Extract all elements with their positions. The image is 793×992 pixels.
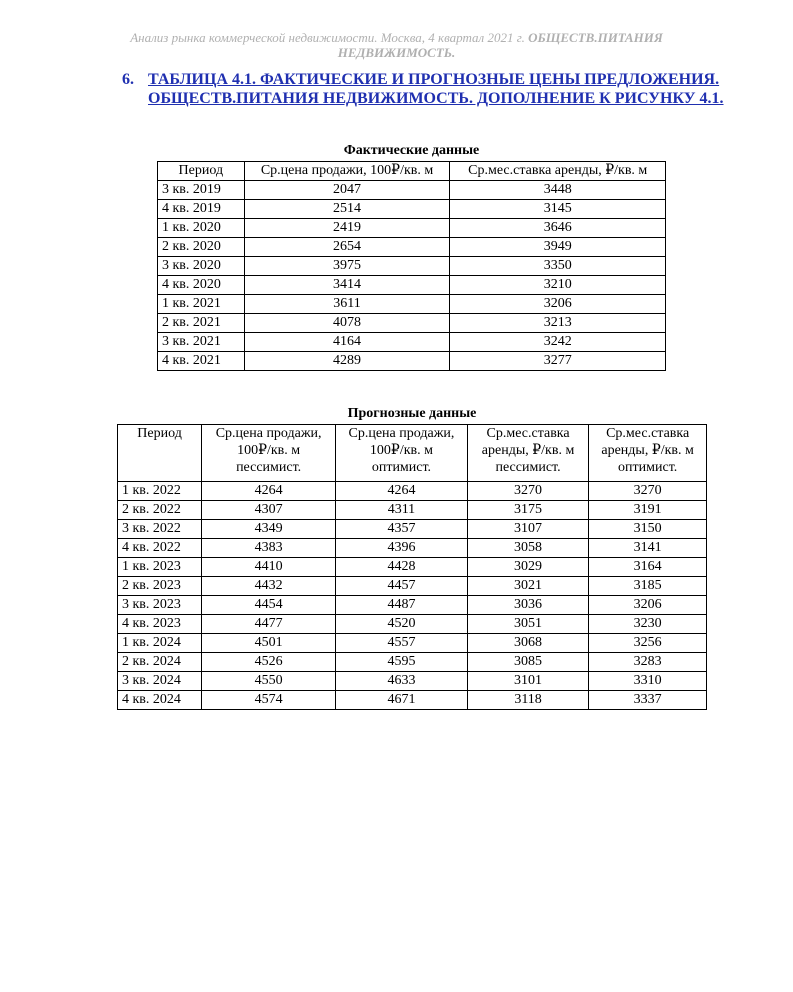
value-cell: 4264 bbox=[202, 482, 336, 501]
value-cell: 3337 bbox=[589, 691, 707, 710]
column-header: Ср.цена продажи, 100₽/кв. м оптимист. bbox=[336, 425, 468, 482]
value-cell: 4526 bbox=[202, 653, 336, 672]
value-cell: 3277 bbox=[450, 352, 666, 371]
period-cell: 2 кв. 2021 bbox=[158, 314, 245, 333]
period-cell: 4 кв. 2019 bbox=[158, 200, 245, 219]
value-cell: 3021 bbox=[467, 577, 588, 596]
value-cell: 3107 bbox=[467, 520, 588, 539]
column-header: Период bbox=[118, 425, 202, 482]
period-cell: 3 кв. 2020 bbox=[158, 257, 245, 276]
period-cell: 4 кв. 2020 bbox=[158, 276, 245, 295]
column-header: Период bbox=[158, 162, 245, 181]
period-cell: 2 кв. 2023 bbox=[118, 577, 202, 596]
value-cell: 3175 bbox=[467, 501, 588, 520]
table-row bbox=[158, 257, 666, 276]
value-cell: 4357 bbox=[336, 520, 468, 539]
period-cell: 4 кв. 2023 bbox=[118, 615, 202, 634]
period-cell: 4 кв. 2024 bbox=[118, 691, 202, 710]
period-cell: 1 кв. 2021 bbox=[158, 295, 245, 314]
value-cell: 3448 bbox=[450, 181, 666, 200]
column-header: Ср.мес.ставка аренды, ₽/кв. м оптимист. bbox=[589, 425, 707, 482]
column-header: Ср.цена продажи, 100₽/кв. м пессимист. bbox=[202, 425, 336, 482]
value-cell: 4477 bbox=[202, 615, 336, 634]
value-cell: 3085 bbox=[467, 653, 588, 672]
table-row bbox=[118, 577, 707, 596]
value-cell: 3210 bbox=[450, 276, 666, 295]
period-cell: 1 кв. 2024 bbox=[118, 634, 202, 653]
value-cell: 3611 bbox=[244, 295, 450, 314]
value-cell: 4520 bbox=[336, 615, 468, 634]
table-header-row bbox=[158, 162, 666, 181]
table-row bbox=[118, 634, 707, 653]
table-row bbox=[118, 482, 707, 501]
value-cell: 4078 bbox=[244, 314, 450, 333]
table-row bbox=[118, 501, 707, 520]
value-cell: 3058 bbox=[467, 539, 588, 558]
value-cell: 3270 bbox=[467, 482, 588, 501]
value-cell: 3185 bbox=[589, 577, 707, 596]
value-cell: 4671 bbox=[336, 691, 468, 710]
period-cell: 4 кв. 2021 bbox=[158, 352, 245, 371]
column-header: Ср.мес.ставка аренды, ₽/кв. м пессимист. bbox=[467, 425, 588, 482]
value-cell: 4428 bbox=[336, 558, 468, 577]
period-cell: 2 кв. 2022 bbox=[118, 501, 202, 520]
value-cell: 2047 bbox=[244, 181, 450, 200]
value-cell: 4457 bbox=[336, 577, 468, 596]
table-row bbox=[118, 539, 707, 558]
table-row bbox=[158, 200, 666, 219]
value-cell: 3191 bbox=[589, 501, 707, 520]
value-cell: 3310 bbox=[589, 672, 707, 691]
value-cell: 4307 bbox=[202, 501, 336, 520]
column-header: Ср.цена продажи, 100₽/кв. м bbox=[244, 162, 450, 181]
value-cell: 3270 bbox=[589, 482, 707, 501]
value-cell: 3164 bbox=[589, 558, 707, 577]
table-row bbox=[118, 672, 707, 691]
table-row bbox=[158, 219, 666, 238]
section-heading[interactable] bbox=[122, 70, 762, 108]
value-cell: 4557 bbox=[336, 634, 468, 653]
value-cell: 2514 bbox=[244, 200, 450, 219]
page-header bbox=[0, 30, 793, 60]
table-row bbox=[158, 181, 666, 200]
table-row bbox=[158, 333, 666, 352]
table-row bbox=[118, 520, 707, 539]
value-cell: 3414 bbox=[244, 276, 450, 295]
value-cell: 4410 bbox=[202, 558, 336, 577]
period-cell: 1 кв. 2020 bbox=[158, 219, 245, 238]
value-cell: 3141 bbox=[589, 539, 707, 558]
value-cell: 3242 bbox=[450, 333, 666, 352]
value-cell: 2654 bbox=[244, 238, 450, 257]
value-cell: 4264 bbox=[336, 482, 468, 501]
value-cell: 3283 bbox=[589, 653, 707, 672]
actual-table-caption: Фактичеcкие данные bbox=[343, 143, 480, 158]
section-number: 6. bbox=[122, 71, 134, 88]
period-cell: 2 кв. 2020 bbox=[158, 238, 245, 257]
period-cell: 2 кв. 2024 bbox=[118, 653, 202, 672]
table-row bbox=[118, 558, 707, 577]
value-cell: 4550 bbox=[202, 672, 336, 691]
value-cell: 4432 bbox=[202, 577, 336, 596]
value-cell: 3975 bbox=[244, 257, 450, 276]
table-row bbox=[158, 238, 666, 257]
value-cell: 3036 bbox=[467, 596, 588, 615]
value-cell: 3949 bbox=[450, 238, 666, 257]
value-cell: 4383 bbox=[202, 539, 336, 558]
value-cell: 3150 bbox=[589, 520, 707, 539]
value-cell: 3206 bbox=[589, 596, 707, 615]
value-cell: 3350 bbox=[450, 257, 666, 276]
period-cell: 1 кв. 2022 bbox=[118, 482, 202, 501]
value-cell: 4349 bbox=[202, 520, 336, 539]
value-cell: 3646 bbox=[450, 219, 666, 238]
value-cell: 4487 bbox=[336, 596, 468, 615]
table-row bbox=[118, 653, 707, 672]
value-cell: 4396 bbox=[336, 539, 468, 558]
value-cell: 3029 bbox=[467, 558, 588, 577]
section-title-link[interactable]: ТАБЛИЦА 4.1. ФАКТИЧЕСКИЕ И ПРОГНОЗНЫЕ ЦЕНЫ ПРЕДЛОЖЕНИЯ. ОБЩЕСТВ.ПИТАНИЯ НЕДВИЖИМОСТЬ. ДОПОЛНЕНИЕ К РИСУНКУ 4.1. bbox=[148, 71, 724, 107]
value-cell: 4311 bbox=[336, 501, 468, 520]
table-row bbox=[118, 596, 707, 615]
table-row bbox=[158, 295, 666, 314]
forecast-table-caption: Прогнозные данные bbox=[347, 406, 477, 421]
table-row bbox=[118, 691, 707, 710]
value-cell: 4595 bbox=[336, 653, 468, 672]
period-cell: 3 кв. 2021 bbox=[158, 333, 245, 352]
value-cell: 4454 bbox=[202, 596, 336, 615]
value-cell: 3206 bbox=[450, 295, 666, 314]
actual-data-table bbox=[157, 161, 666, 371]
period-cell: 3 кв. 2019 bbox=[158, 181, 245, 200]
value-cell: 3051 bbox=[467, 615, 588, 634]
table-header-row bbox=[118, 425, 707, 482]
period-cell: 1 кв. 2023 bbox=[118, 558, 202, 577]
table-row bbox=[158, 352, 666, 371]
value-cell: 3230 bbox=[589, 615, 707, 634]
header-report-title: Анализ рынка коммерческой недвижимости. Москва, 4 квартал 2021 г. bbox=[130, 30, 525, 45]
column-header: Ср.мес.ставка аренды, ₽/кв. м bbox=[450, 162, 666, 181]
value-cell: 3256 bbox=[589, 634, 707, 653]
period-cell: 3 кв. 2023 bbox=[118, 596, 202, 615]
value-cell: 4164 bbox=[244, 333, 450, 352]
value-cell: 4501 bbox=[202, 634, 336, 653]
value-cell: 4289 bbox=[244, 352, 450, 371]
value-cell: 3068 bbox=[467, 634, 588, 653]
table-row bbox=[118, 615, 707, 634]
forecast-data-table bbox=[117, 424, 707, 710]
header-segment: ОБЩЕСТВ.ПИТАНИЯ bbox=[528, 30, 663, 45]
value-cell: 4574 bbox=[202, 691, 336, 710]
value-cell: 2419 bbox=[244, 219, 450, 238]
value-cell: 3101 bbox=[467, 672, 588, 691]
table-row bbox=[158, 314, 666, 333]
period-cell: 3 кв. 2022 bbox=[118, 520, 202, 539]
table-row bbox=[158, 276, 666, 295]
header-segment-cont: НЕДВИЖИМОСТЬ. bbox=[337, 45, 456, 60]
value-cell: 3118 bbox=[467, 691, 588, 710]
period-cell: 3 кв. 2024 bbox=[118, 672, 202, 691]
period-cell: 4 кв. 2022 bbox=[118, 539, 202, 558]
value-cell: 3145 bbox=[450, 200, 666, 219]
value-cell: 3213 bbox=[450, 314, 666, 333]
value-cell: 4633 bbox=[336, 672, 468, 691]
